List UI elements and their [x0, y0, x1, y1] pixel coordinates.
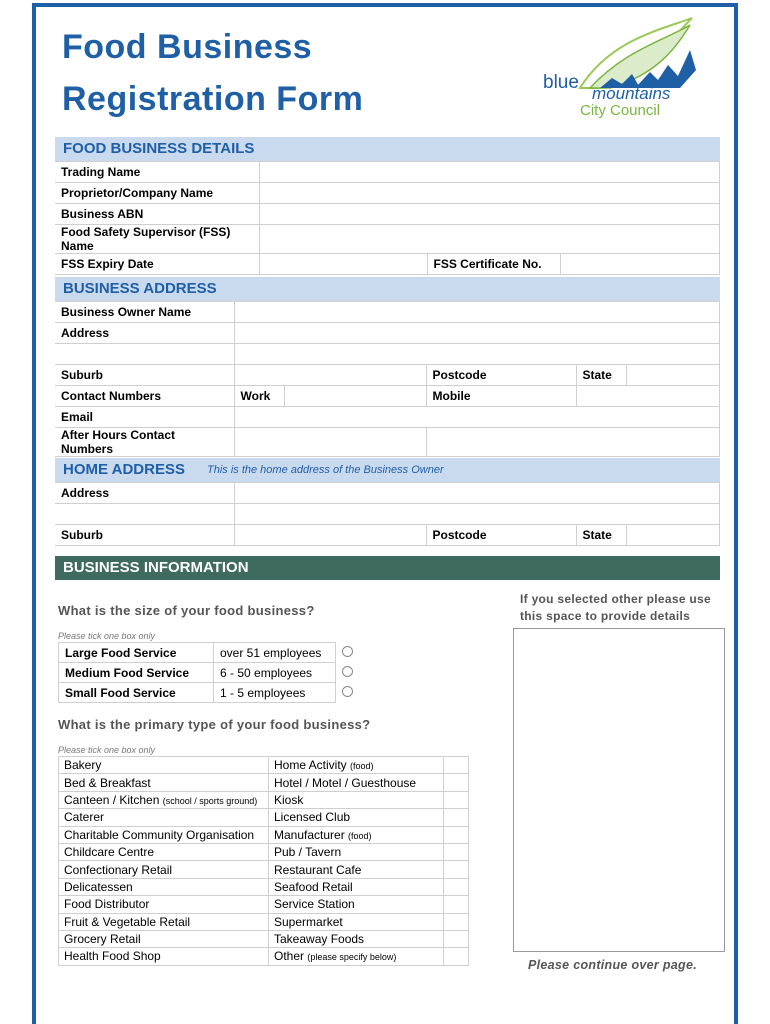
business-type-row — [59, 809, 469, 826]
page-title-line1: Food Business — [62, 28, 313, 66]
size-range: over 51 employees — [214, 643, 336, 663]
other-note-line2: this space to provide details — [520, 609, 691, 623]
work-label: Work — [234, 386, 284, 407]
type-left-main: Caterer — [64, 810, 105, 825]
logo-word-blue: blue — [543, 72, 579, 93]
business-type-left[interactable] — [59, 791, 269, 808]
email-label: Email — [55, 407, 234, 428]
size-label: Small Food Service — [59, 683, 214, 703]
business-type-left[interactable] — [59, 809, 269, 826]
business-type-tick[interactable] — [444, 930, 469, 947]
fss-cert-label: FSS Certificate No. — [427, 254, 560, 275]
continue-note: Please continue over page. — [528, 958, 697, 972]
address-field-2[interactable] — [234, 344, 720, 365]
business-type-right[interactable] — [269, 948, 444, 965]
size-question: What is the size of your food business? — [58, 603, 315, 618]
logo-word-mountains: mountains — [592, 84, 671, 103]
type-left-main: Bakery — [64, 758, 102, 773]
business-type-right[interactable] — [269, 774, 444, 791]
business-type-left[interactable] — [59, 913, 269, 930]
fss-cert-field[interactable] — [560, 254, 720, 275]
business-type-row — [59, 843, 469, 860]
home-address-note: This is the home address of the Business Owner — [207, 464, 444, 476]
business-type-left[interactable] — [59, 861, 269, 878]
work-field[interactable] — [284, 386, 426, 407]
section-business-address: BUSINESS ADDRESS — [55, 277, 720, 301]
food-business-details-table — [55, 161, 720, 275]
business-type-tick[interactable] — [444, 757, 469, 774]
size-row — [59, 683, 360, 703]
home-state-field[interactable] — [626, 525, 720, 546]
type-left-note: (school / sports ground) — [162, 795, 258, 806]
business-type-row — [59, 774, 469, 791]
business-address-table — [55, 301, 720, 457]
trading-name-field[interactable] — [259, 162, 720, 183]
type-left-main: Confectionary Retail — [64, 862, 173, 877]
size-table — [58, 642, 360, 703]
business-type-left[interactable] — [59, 896, 269, 913]
size-row — [59, 643, 360, 663]
business-type-right[interactable] — [269, 843, 444, 860]
size-range: 6 - 50 employees — [214, 663, 336, 683]
business-type-tick[interactable] — [444, 913, 469, 930]
business-type-tick[interactable] — [444, 948, 469, 965]
business-type-row — [59, 930, 469, 947]
type-right-note: (food) — [350, 761, 374, 772]
business-type-right[interactable] — [269, 896, 444, 913]
size-hint: Please tick one box only — [58, 631, 156, 641]
business-type-right[interactable] — [269, 757, 444, 774]
business-type-tick[interactable] — [444, 843, 469, 860]
type-right-note: (please specify below) — [307, 952, 397, 963]
home-state-label: State — [576, 525, 626, 546]
type-right-main: Manufacturer — [274, 827, 349, 842]
fss-expiry-label: FSS Expiry Date — [55, 254, 259, 275]
address-label: Address — [55, 323, 234, 344]
business-type-left[interactable] — [59, 843, 269, 860]
type-left-main: Health Food Shop — [64, 949, 161, 964]
home-postcode-label: Postcode — [426, 525, 576, 546]
suburb-label: Suburb — [55, 365, 234, 386]
type-right-main: Restaurant Cafe — [274, 862, 362, 877]
proprietor-label: Proprietor/Company Name — [55, 183, 259, 204]
fss-expiry-field[interactable] — [259, 254, 427, 275]
business-type-left[interactable] — [59, 826, 269, 843]
size-radio[interactable] — [336, 643, 360, 663]
home-address-label: Address — [55, 483, 234, 504]
abn-label: Business ABN — [55, 204, 259, 225]
trading-name-label: Trading Name — [55, 162, 259, 183]
radio-icon[interactable] — [342, 666, 353, 677]
postcode-label: Postcode — [426, 365, 576, 386]
after-hours-field-1[interactable] — [234, 428, 426, 457]
business-type-table — [58, 756, 469, 966]
business-type-tick[interactable] — [444, 791, 469, 808]
type-left-main: Charitable Community Organisation — [64, 827, 255, 842]
type-left-main: Delicatessen — [64, 879, 133, 894]
mobile-field[interactable] — [576, 386, 720, 407]
logo-word-council: City Council — [580, 102, 661, 119]
size-radio[interactable] — [336, 683, 360, 703]
other-note — [520, 591, 711, 625]
after-hours-field-2[interactable] — [426, 428, 720, 457]
fss-name-field[interactable] — [259, 225, 720, 254]
business-type-row — [59, 878, 469, 895]
home-suburb-field[interactable] — [234, 525, 426, 546]
type-right-main: Service Station — [274, 897, 355, 912]
business-type-row — [59, 861, 469, 878]
type-right-main: Supermarket — [274, 914, 343, 929]
type-right-main: Kiosk — [274, 792, 304, 807]
business-type-tick[interactable] — [444, 878, 469, 895]
radio-icon[interactable] — [342, 686, 353, 697]
type-question: What is the primary type of your food business? — [58, 717, 371, 732]
email-field[interactable] — [234, 407, 720, 428]
page-title-line2: Registration Form — [62, 80, 364, 118]
type-left-main: Fruit & Vegetable Retail — [64, 914, 191, 929]
home-address-heading: HOME ADDRESS — [63, 461, 185, 478]
type-right-main: Other — [274, 949, 308, 964]
business-type-right[interactable] — [269, 791, 444, 808]
state-label: State — [576, 365, 626, 386]
size-row — [59, 663, 360, 683]
section-home-address — [55, 458, 720, 482]
type-right-main: Licensed Club — [274, 810, 351, 825]
business-type-row — [59, 913, 469, 930]
business-type-row — [59, 757, 469, 774]
business-type-left[interactable] — [59, 774, 269, 791]
section-business-information: BUSINESS INFORMATION — [55, 556, 720, 580]
business-type-tick[interactable] — [444, 809, 469, 826]
business-type-right[interactable] — [269, 809, 444, 826]
fss-name-label: Food Safety Supervisor (FSS) Name — [55, 225, 259, 254]
size-range: 1 - 5 employees — [214, 683, 336, 703]
type-right-main: Hotel / Motel / Guesthouse — [274, 775, 417, 790]
council-logo — [540, 10, 710, 125]
type-right-main: Home Activity — [274, 758, 351, 773]
type-right-main: Pub / Tavern — [274, 845, 342, 860]
business-type-right[interactable] — [269, 913, 444, 930]
business-type-right[interactable] — [269, 930, 444, 947]
proprietor-field[interactable] — [259, 183, 720, 204]
business-type-tick[interactable] — [444, 774, 469, 791]
type-left-main: Canteen / Kitchen — [64, 792, 163, 807]
type-right-main: Takeaway Foods — [274, 932, 365, 947]
after-hours-label: After Hours Contact Numbers — [55, 428, 234, 457]
address-field-1[interactable] — [234, 323, 720, 344]
state-field[interactable] — [626, 365, 720, 386]
size-label: Large Food Service — [59, 643, 214, 663]
business-type-left[interactable] — [59, 948, 269, 965]
home-address-field-1[interactable] — [234, 483, 720, 504]
business-type-right[interactable] — [269, 826, 444, 843]
type-left-main: Food Distributor — [64, 897, 150, 912]
type-left-main: Childcare Centre — [64, 845, 155, 860]
type-left-main: Bed & Breakfast — [64, 775, 151, 790]
business-type-row — [59, 791, 469, 808]
owner-name-label: Business Owner Name — [55, 302, 234, 323]
business-type-tick[interactable] — [444, 896, 469, 913]
business-type-tick[interactable] — [444, 826, 469, 843]
business-type-right[interactable] — [269, 861, 444, 878]
suburb-field[interactable] — [234, 365, 426, 386]
type-hint: Please tick one box only — [58, 745, 156, 755]
owner-name-field[interactable] — [234, 302, 720, 323]
other-details-box[interactable] — [513, 628, 725, 952]
section-food-business-details: FOOD BUSINESS DETAILS — [55, 137, 720, 161]
type-right-note: (food) — [348, 830, 372, 841]
radio-icon[interactable] — [342, 646, 353, 657]
home-suburb-label: Suburb — [55, 525, 234, 546]
business-type-row — [59, 896, 469, 913]
business-type-left[interactable] — [59, 878, 269, 895]
business-type-right[interactable] — [269, 878, 444, 895]
abn-field[interactable] — [259, 204, 720, 225]
size-label: Medium Food Service — [59, 663, 214, 683]
type-left-main: Grocery Retail — [64, 932, 141, 947]
contact-numbers-label: Contact Numbers — [55, 386, 234, 407]
home-address-field-2[interactable] — [234, 504, 720, 525]
business-type-row — [59, 948, 469, 965]
business-type-left[interactable] — [59, 757, 269, 774]
home-address-table — [55, 482, 720, 546]
mobile-label: Mobile — [426, 386, 576, 407]
other-note-line1: If you selected other please use — [520, 592, 711, 606]
type-right-main: Seafood Retail — [274, 879, 353, 894]
business-type-tick[interactable] — [444, 861, 469, 878]
business-type-row — [59, 826, 469, 843]
business-type-left[interactable] — [59, 930, 269, 947]
size-radio[interactable] — [336, 663, 360, 683]
